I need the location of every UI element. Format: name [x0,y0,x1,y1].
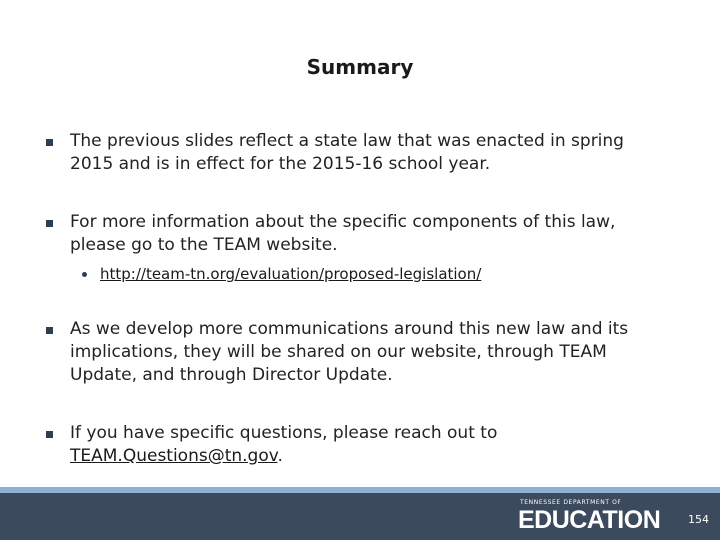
square-bullet-icon [46,220,53,227]
square-bullet-icon [46,431,53,438]
bullet-text-suffix: . [277,446,283,466]
slide-title-text: Summary [306,55,414,79]
square-bullet-icon [46,139,53,146]
logo-department-text: TENNESSEE DEPARTMENT OF [520,499,622,506]
bullet-text [70,422,666,468]
bullet-text-prefix: If you have specific questions, please reach out to [70,423,498,443]
bullet-text: For more information about the specific components of this law, please go to the TEAM website. [70,212,616,255]
bullet-item [46,422,666,468]
round-bullet-icon [82,272,87,277]
square-bullet-icon [46,327,53,334]
team-website-link[interactable]: http://team-tn.org/evaluation/proposed-legislation/ [100,265,482,283]
sub-bullet-item [82,264,642,284]
bullet-item [46,211,666,257]
bullet-text: As we develop more communications around this new law and its implications, they will be shared on our website, through TEAM Update, and through Director Update. [70,319,629,385]
page-number: 154 [688,513,709,526]
education-logo: EDUCATION [518,506,661,534]
team-questions-email-link[interactable]: TEAM.Questions@tn.gov [70,446,278,466]
slide-title [0,55,720,79]
bullet-item [46,318,666,387]
bullet-text: The previous slides reflect a state law that was enacted in spring 2015 and is in effect for the 2015-16 school year. [70,131,624,174]
bullet-item [46,130,666,176]
